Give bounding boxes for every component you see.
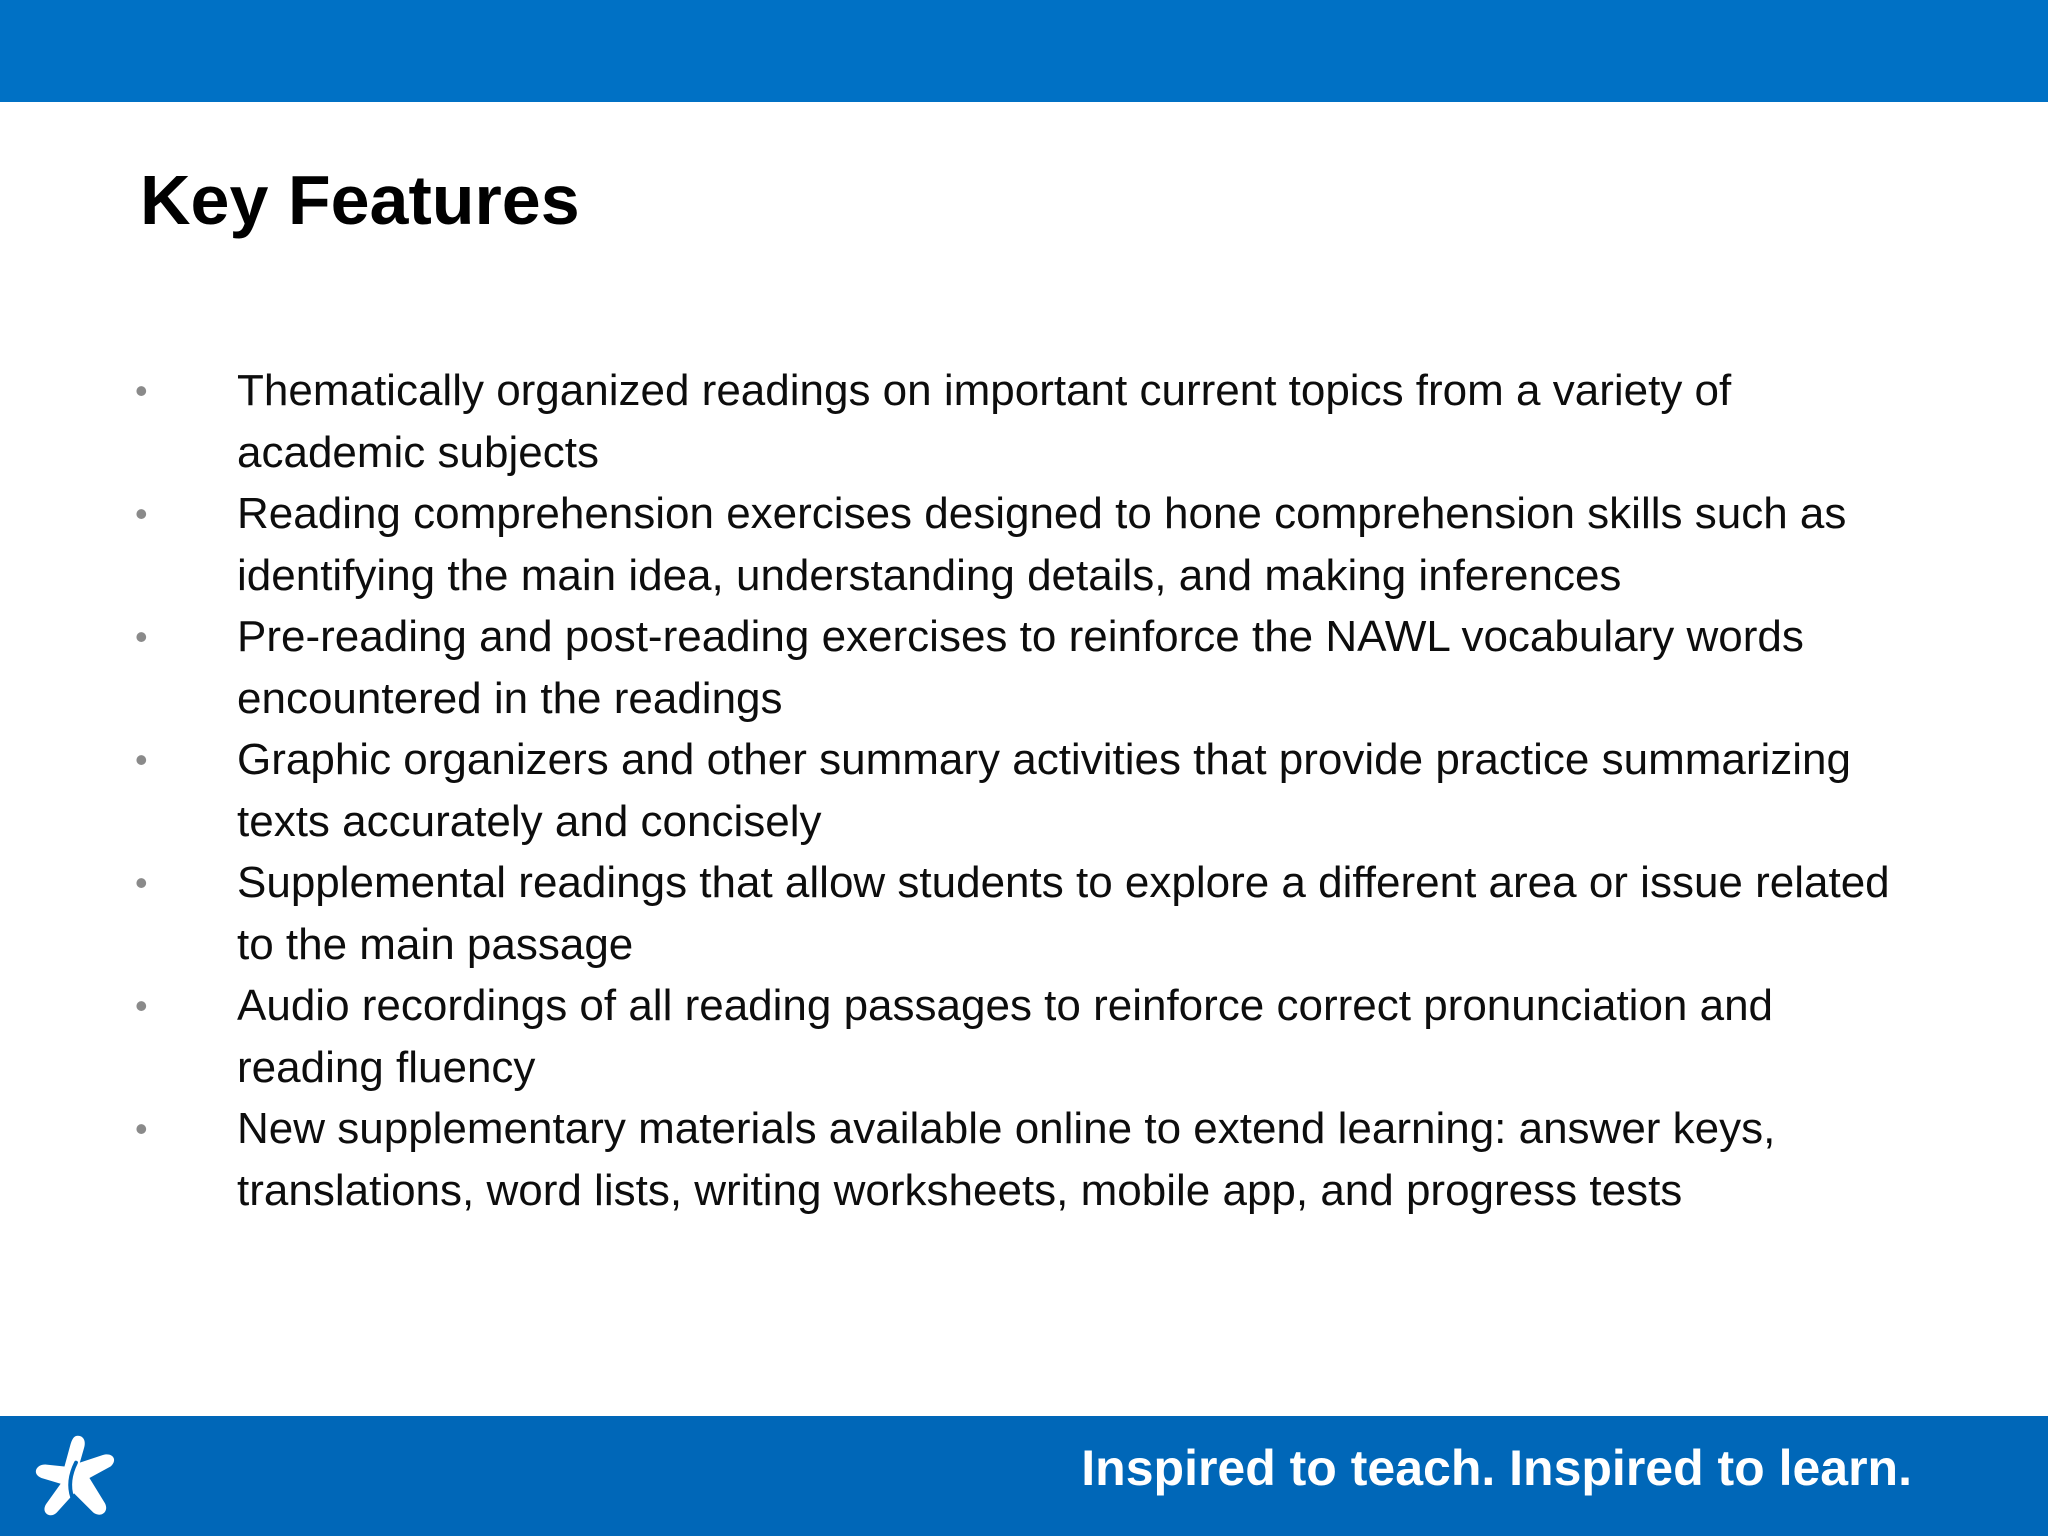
bullet-icon: •: [135, 739, 148, 780]
footer-bar: [0, 1416, 2048, 1536]
list-item: [0, 852, 1980, 975]
list-item: [0, 483, 1980, 606]
list-item-text: Graphic organizers and other summary activities that provide practice summarizing texts accurately and concisely: [237, 735, 1851, 846]
list-item: [0, 975, 1980, 1098]
bullet-icon: •: [135, 1108, 148, 1149]
bullet-icon: •: [135, 862, 148, 903]
list-item-text: Pre-reading and post-reading exercises to reinforce the NAWL vocabulary words encountered in the readings: [237, 612, 1804, 723]
list-item-text: Reading comprehension exercises designed to hone comprehension skills such as identifying the main idea, understanding details, and making inferences: [237, 489, 1847, 600]
list-item-text: Audio recordings of all reading passages to reinforce correct pronunciation and reading fluency: [237, 981, 1774, 1092]
header-bar: [0, 0, 2048, 102]
tagline: Inspired to teach. Inspired to learn.: [1081, 1440, 1912, 1496]
list-item: [0, 360, 1980, 483]
list-item-text: Thematically organized readings on important current topics from a variety of academic subjects: [237, 366, 1732, 477]
bullet-icon: •: [135, 493, 148, 534]
list-item: [0, 1098, 1980, 1221]
list-item-text: New supplementary materials available online to extend learning: answer keys, translations, word lists, writing worksheets, mobile app, and progress tests: [237, 1104, 1776, 1215]
star-figure-logo-icon: [28, 1430, 124, 1526]
bullet-icon: •: [135, 985, 148, 1026]
list-item-text: Supplemental readings that allow students to explore a different area or issue related to the main passage: [237, 858, 1890, 969]
slide-title: Key Features: [140, 161, 580, 239]
list-item: [0, 729, 1980, 852]
bullet-icon: •: [135, 370, 148, 411]
feature-list: [0, 360, 2048, 1221]
bullet-icon: •: [135, 616, 148, 657]
list-item: [0, 606, 1980, 729]
